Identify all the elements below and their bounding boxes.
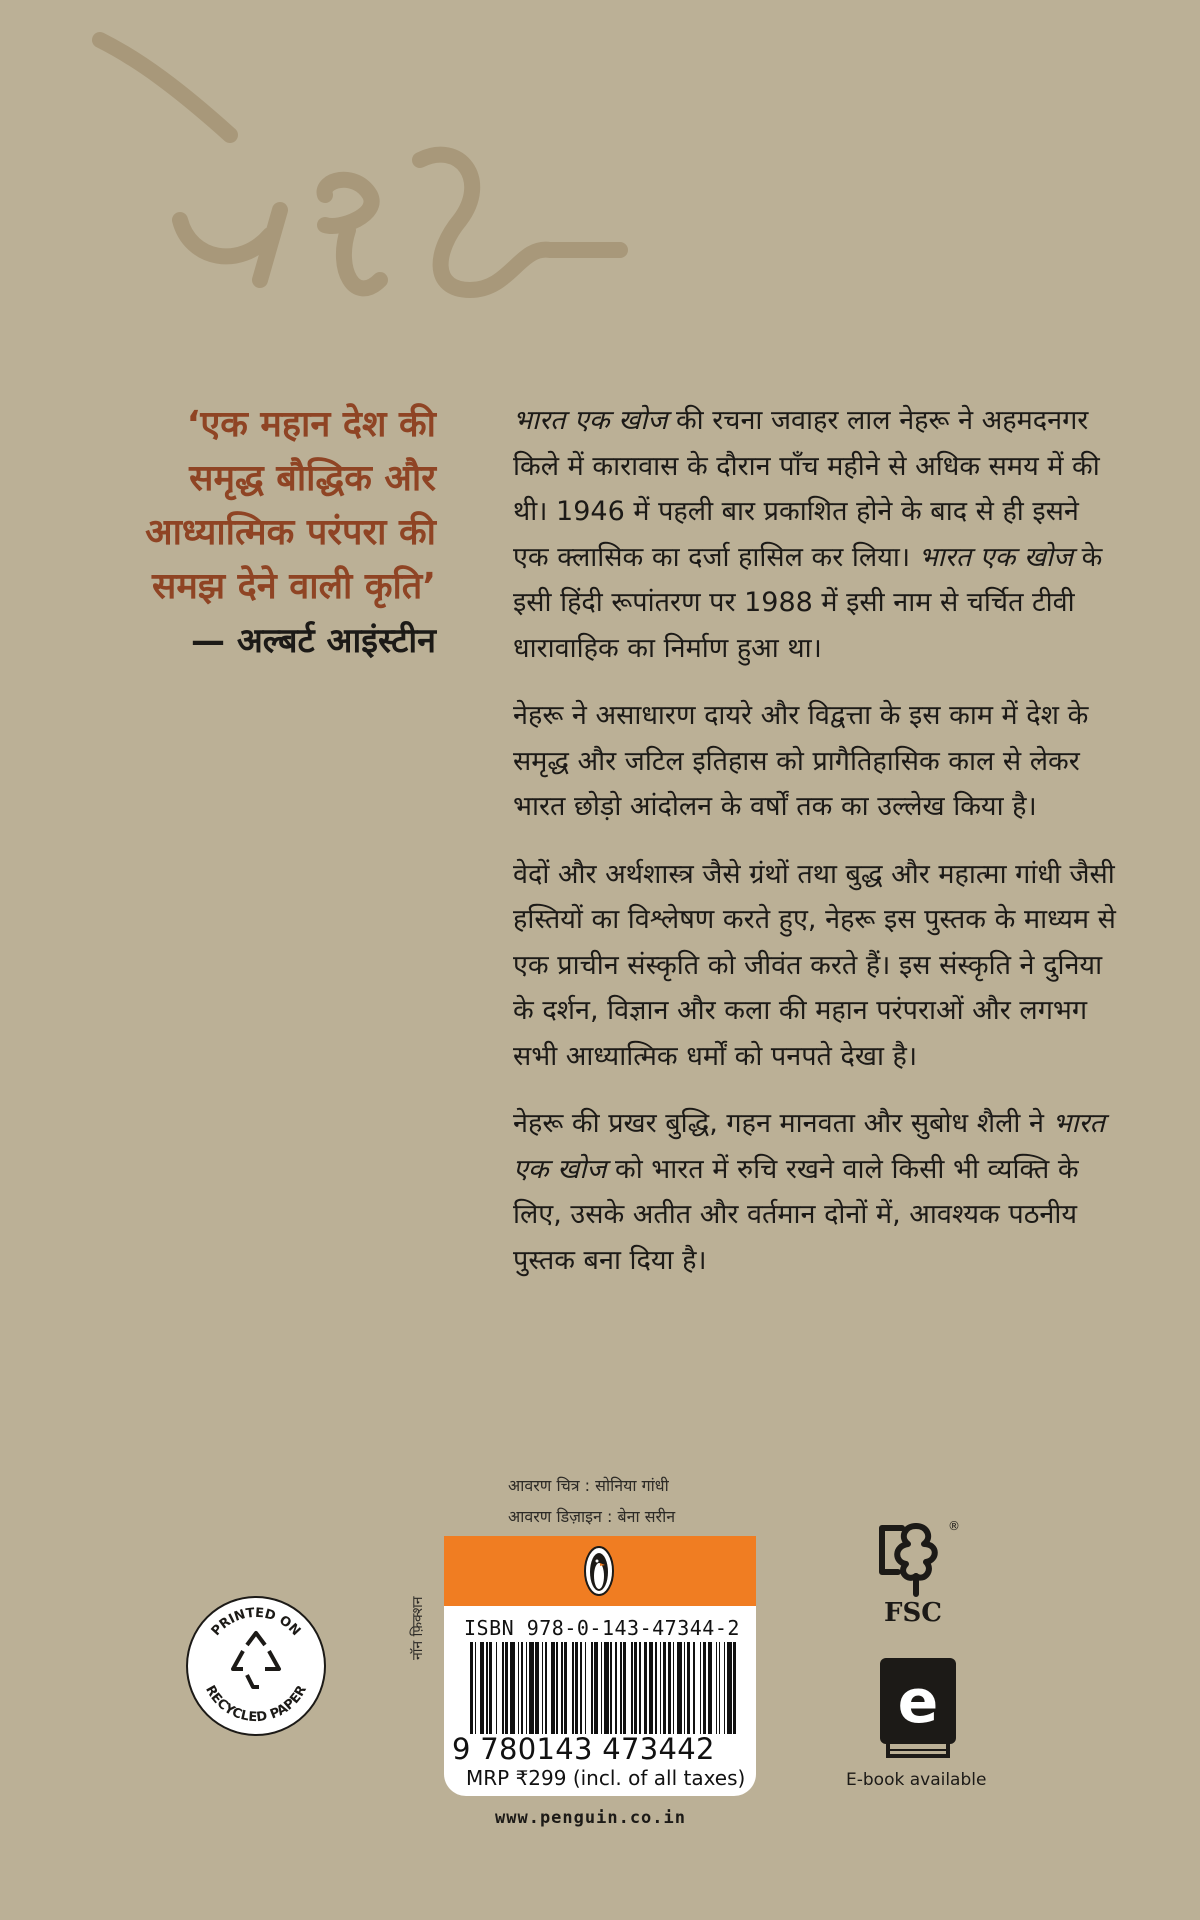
paragraph-text: को भारत में रुचि रखने वाले किसी भी व्यक्ति के लिए, उसके अतीत और वर्तमान दोनों में, आवश्यक पठनीय पुस्तक बना दिया है। <box>513 1153 1079 1276</box>
penguin-logo-icon <box>584 1546 614 1596</box>
registered-mark: ® <box>948 1519 960 1533</box>
cover-design-credit: आवरण डिज़ाइन : बेना सरीन <box>508 1507 676 1526</box>
category-label: नॉन फ़िक्शन <box>410 1596 426 1660</box>
book-title: भारत एक खोज <box>513 1108 1105 1185</box>
nehru-signature <box>80 20 680 350</box>
barcode-bars <box>470 1642 742 1734</box>
paragraph-text: की रचना जवाहर लाल नेहरू ने अहमदनगर किले में कारावास के दौरान पाँच महीने से अधिक समय में की थी। 1946 में पहली बार प्रकाशित होने के बाद से ही इसने एक क्लासिक का दर्जा हासिल कर लिया। <box>513 405 1100 573</box>
ebook-label: E-book available <box>846 1770 987 1790</box>
recycled-paper-badge <box>185 1595 327 1737</box>
paragraph-text: के इसी हिंदी रूपांतरण पर 1988 में इसी नाम से चर्चित टीवी धारावाहिक का निर्माण हुआ था। <box>513 541 1103 664</box>
blurb-paragraph-2: नेहरू ने असाधारण दायरे और विद्वत्ता के इस काम में देश के समृद्ध और जटिल इतिहास को प्रागैतिहासिक काल से लेकर भारत छोड़ो आंदोलन के वर्षों तक का उल्लेख किया है। <box>513 700 1089 822</box>
price-label: MRP ₹299 (incl. of all taxes) <box>466 1766 746 1790</box>
barcode-panel <box>444 1536 756 1796</box>
badge-top-text: PRINTED ON <box>208 1605 304 1639</box>
book-title: भारत एक खोज <box>918 541 1074 573</box>
barcode-digits: 9 780143 473442 <box>452 1732 715 1766</box>
barcode-bar <box>736 1642 739 1734</box>
quote-line-2: समृद्ध बौद्धिक और <box>189 458 436 499</box>
blurb <box>513 398 1123 1305</box>
quote-line-4: समझ देने वाली कृति’ <box>151 566 436 607</box>
blurb-paragraph-1 <box>513 398 1123 671</box>
blurb-paragraph-3: वेदों और अर्थशास्त्र जैसे ग्रंथों तथा बुद्ध और महात्मा गांधी जैसी हस्तियों का विश्लेषण करते हुए, नेहरू इस पुस्तक के माध्यम से एक प्राचीन संस्कृति को जीवंत करते हैं। इस संस्कृति ने दुनिया के दर्शन, विज्ञान और कला की महान परंपराओं और लगभग सभी आध्यात्मिक धर्मों को पनपते देखा है। <box>513 858 1116 1072</box>
ebook-icon <box>878 1656 958 1760</box>
badge-bottom-text: RECYCLED PAPER <box>202 1683 310 1726</box>
quote-line-3: आध्यात्मिक परंपरा की <box>145 512 436 553</box>
quote-author: — अल्बर्ट आइंस्टीन <box>190 621 436 661</box>
book-title: भारत एक खोज <box>513 405 668 436</box>
ebook-letter: e <box>897 1667 939 1737</box>
publisher-website: www.penguin.co.in <box>495 1808 686 1828</box>
pull-quote <box>60 398 436 668</box>
quote-line-1: ‘एक महान देश की <box>186 404 436 445</box>
isbn-number: ISBN 978-0-143-47344-2 <box>464 1616 740 1640</box>
signature-text: नेहरू <box>80 20 82 21</box>
cover-image-credit: आवरण चित्र : सोनिया गांधी <box>508 1476 669 1495</box>
paragraph-text: नेहरू की प्रखर बुद्धि, गहन मानवता और सुबोध शैली ने <box>513 1108 1053 1139</box>
fsc-label: FSC <box>884 1598 942 1628</box>
blurb-paragraph-4 <box>513 1101 1123 1283</box>
